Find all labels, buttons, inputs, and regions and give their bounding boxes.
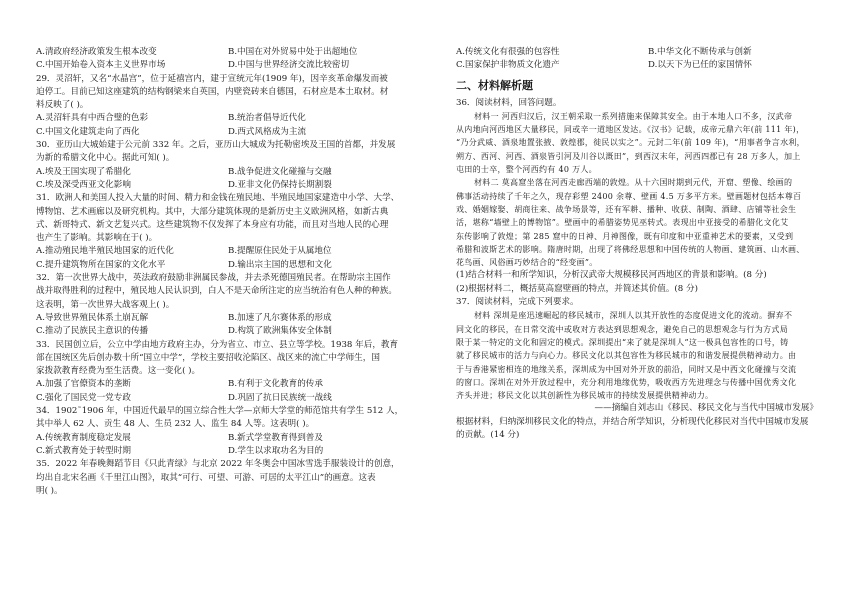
- left-column: [36, 46, 418, 498]
- question-37: [456, 296, 838, 442]
- option-row: [36, 325, 418, 338]
- q30-option-c[interactable]: C.埃及深受西亚文化影响: [36, 179, 131, 190]
- q30-option-d[interactable]: D.亚非文化仍保持长期割裂: [228, 179, 332, 190]
- question-text-line: 其中举人 62 人、贡生 48 人、生员 232 人、监生 84 人等。这表明( )。: [36, 419, 315, 430]
- option-row: [36, 166, 418, 179]
- material-line: 于与香港紧密相连的地缘关系，深圳成为中国对外开放的前沿，同时又是中西文化碰撞与交流: [456, 364, 797, 374]
- option-row: [36, 245, 418, 258]
- option-row: [36, 59, 418, 72]
- q31-option-d[interactable]: D.输出宗主国的思想和文化: [228, 259, 332, 270]
- question-36: [456, 97, 838, 296]
- material-line: 东传影响了敦煌；第 285 窟中的日神、月神图像，既有印度和中亚重神艺术的要素，又受到: [456, 231, 794, 241]
- material-line: 从内地向河西地区大量移民，同或辛一道地区发达。《汉书》记载，成帝元鼎六年(前 111 年)，: [456, 125, 805, 135]
- question-requirement: 根据材料，归纳深圳移民文化的特点，并结合所学知识，分析现代化移民对当代中国城市发展: [456, 416, 809, 427]
- question-text-line: 33．民国创立后，公立中学由地方政府主办，分为省立、市立、县立等学校。1938 年后，教育: [36, 339, 399, 350]
- q33-option-c[interactable]: C.强化了国民党一党专政: [36, 392, 131, 403]
- sub-question: (2)根据材料二，概括莫高窟壁画的特点，并简述其价值。(8 分): [456, 283, 698, 294]
- question-text-line: 部在国统区先后创办数十所“国立中学”，学校主要招收沦陷区、战区来的流亡中学师生，国: [36, 352, 380, 363]
- question-text-line: 料反映了( )。: [36, 100, 89, 111]
- option-row: [36, 126, 418, 139]
- q29-option-c[interactable]: C.中国文化建筑走向了西化: [36, 126, 140, 137]
- question-text-line: 32．第一次世界大战中，英法政府鼓励非洲属民参战，并去杀死德国殖民者。在帮助宗主国作: [36, 273, 391, 284]
- material-line: 戏、婚姻嫁娶、胡商往来、战争场景等，还有军耕、播种、收获、制陶、酒肆、店铺等社会生: [456, 204, 797, 214]
- q33-option-a[interactable]: A.加强了官僚资本的垄断: [36, 379, 131, 390]
- material-line: 材料一 河西归汉后，汉王朝采取一系列措施来保障其安全。由于本地人口不多，汉武帝: [474, 111, 793, 121]
- material-line: 齐头并进；移民文化以其创新性为移民城市的持续发展提供精神动力。: [456, 391, 714, 401]
- question-text-line: 明( )。: [36, 485, 63, 496]
- q35-option-b[interactable]: B.中华文化不断传承与创新: [648, 47, 752, 57]
- q35-option-d[interactable]: D.以天下为已任的家国情怀: [648, 60, 752, 71]
- question-text-line: 也产生了影响。其影响在于( )。: [36, 233, 158, 244]
- question-text-line: 35．2022 年春晚舞蹈节目《只此青绿》与北京 2022 年冬奥会中国冰雪选手服装设计的创意，: [36, 459, 400, 470]
- option-row: [456, 46, 838, 59]
- q33-option-b[interactable]: B.有利于文化教育的传承: [228, 379, 323, 390]
- q29-option-d[interactable]: D.西式风格成为主流: [228, 126, 307, 137]
- option-row: [36, 112, 418, 125]
- right-column: [456, 46, 838, 442]
- question-34: [36, 405, 418, 458]
- q35-options: [456, 46, 838, 73]
- material-line: 花鸟画、风俗画巧妙结合的“经变画”。: [456, 258, 598, 268]
- material-line: “乃分武威、酒泉地置张掖、敦煌郡，徙民以实之”。元封二年(前 109 年)，“用事者争言水利，: [456, 138, 805, 148]
- option-row: [36, 312, 418, 325]
- question-text-line: 31．欧洲人和美国人投入大量的时间、精力和金钱在殖民地、半殖民地国家建造中小学、大学、: [36, 193, 400, 204]
- question-text-line: 29．灵沼轩，又名“水晶宫”，位于延禧宫内，建于宣统元年(1909 年)，因辛亥革命爆发而被: [36, 73, 388, 84]
- question-text-line: 这表明，第一次世界大战客观上( )。: [36, 299, 175, 310]
- material-line: 的窗口。深圳在对外开放过程中，充分利用地缘优势，吸收西方先进理念与传播中国优秀文化: [456, 377, 797, 387]
- question-text-line: 式、新哥特式、新文艺复兴式。这些建筑物不仅发挥了本身应有功能，而且对当地人民的心理: [36, 219, 389, 230]
- q28-option-b[interactable]: B.中国在对外贸易中处于出超地位: [228, 47, 358, 57]
- material-line: 朔方、西河、河西、酒泉皆引河及川谷以溉田”，到西汉末年，河西四郡已有 28 万多人，加上: [456, 151, 801, 161]
- question-requirement: 的贡献。(14 分): [456, 430, 520, 441]
- q34-option-c[interactable]: C.新式教育处于转型时期: [36, 445, 131, 456]
- question-text-line: 家拨款教育经费为至生活费。这一变化( )。: [36, 366, 201, 377]
- q32-option-a[interactable]: A.导致世界殖民体系土崩瓦解: [36, 312, 149, 323]
- q29-option-b[interactable]: B.统治者倡导近代化: [228, 113, 306, 124]
- option-row: [36, 445, 418, 458]
- q28-option-a[interactable]: A.清政府经济政策发生根本改变: [36, 47, 157, 57]
- q34-option-b[interactable]: B.新式学堂教育得到普及: [228, 432, 323, 443]
- question-text-line: 博物馆、艺术画廊以及研究机构。其中，大部分建筑体现的是新历史主义欧洲风格，如新古典: [36, 206, 389, 217]
- q35-option-a[interactable]: A.传统文化有很强的包容性: [456, 47, 560, 57]
- option-row: [36, 46, 418, 59]
- question-33: [36, 339, 418, 405]
- q28-option-c[interactable]: C.中国开始卷入资本主义世界市场: [36, 60, 166, 71]
- question-32: [36, 272, 418, 338]
- question-text-line: 30．亚历山大城始建于公元前 332 年。之后，亚历山大城成为托勒密埃及王国的首都，并发展: [36, 140, 396, 151]
- question-31: [36, 192, 418, 272]
- material-line: 同文化的移民，在日常交流中或收对方表达到思想观念，避免自己的思想观念与行为方式局: [456, 324, 788, 334]
- question-intro: 36．阅读材料，回答问题。: [456, 97, 562, 108]
- q31-option-a[interactable]: A.推动殖民地半殖民地国家的近代化: [36, 246, 174, 257]
- q34-option-a[interactable]: A.传统教育制度稳定发展: [36, 432, 131, 443]
- q34-option-d[interactable]: D.学生以求取功名为目的: [228, 445, 324, 456]
- q30-option-a[interactable]: A.埃及王国实现了希腊化: [36, 166, 131, 177]
- question-text-line: 均出自北宋名画《千里江山图》，取其“可行、可望、可游、可居的太平江山”的画意。这表: [36, 472, 376, 483]
- option-row: [36, 378, 418, 391]
- question-text-line: 迫停工。目前已知这座建筑的结构钢梁来自英国，内壁瓷砖来自德国，石材应是本土取材。材: [36, 86, 389, 97]
- material-line: 材料 深圳是座迅速崛起的移民城市，深圳人以其开放性的态度促进文化的流动。摒弃不: [474, 311, 793, 321]
- question-text-line: 34．1902˜1906 年，中国近代最早的国立综合性大学—京师大学堂的师范馆共有学生 512 人，: [36, 406, 404, 417]
- option-row: [36, 392, 418, 405]
- material-line: 限于某一特定的文化和固定的模式。深圳提出“来了就是深圳人”这一极具包容性的口号，铸: [456, 337, 789, 347]
- q29-option-a[interactable]: A.灵沼轩具有中西合璧的色彩: [36, 113, 149, 124]
- material-line: 佛事活动持续了千年之久，现存彩塑 2400 余尊、壁画 4.5 万多平方米。壁画题材包括本尊百: [456, 191, 802, 201]
- sub-question: (1)结合材料一和所学知识，分析汉武帝大规模移民河西地区的背景和影响。(8 分): [456, 270, 767, 281]
- q33-option-d[interactable]: D.巩固了抗日民族统一战线: [228, 392, 332, 403]
- material-source: ——摘编自刘志山《移民、移民文化与当代中国城市发展》: [594, 403, 818, 414]
- question-text-line: 战并取得胜利的过程中，殖民地人民认识到，白人不是天命所注定的应当统治有色人种的种族。: [36, 286, 397, 297]
- material-line: 屯田的士卒，整个河西约有 40 万人。: [456, 165, 597, 175]
- option-row: [36, 259, 418, 272]
- option-row: [36, 432, 418, 445]
- option-row: [36, 179, 418, 192]
- question-text-line: 为新的希腊文化中心。据此可知( )。: [36, 153, 175, 164]
- question-30: [36, 139, 418, 192]
- question-29: [36, 73, 418, 139]
- q32-option-c[interactable]: C.推动了民族民主意识的传播: [36, 326, 149, 337]
- question-35: [36, 458, 418, 498]
- material-line: 就了移民城市的活力与向心力。移民文化以其包容性为移民城市的和谐发展提供精神动力。由: [456, 351, 797, 361]
- question-intro: 37．阅读材料，完成下列要求。: [456, 297, 579, 308]
- q31-option-b[interactable]: B.提醒原住民处于从属地位: [228, 246, 332, 257]
- option-row: [456, 59, 838, 72]
- section-title: 二、材料解析题: [456, 78, 533, 92]
- q28-option-d[interactable]: D.中国与世界经济交流比较密切: [228, 60, 350, 71]
- q30-option-b[interactable]: B.战争促进文化碰撞与交融: [228, 166, 332, 177]
- material-line: 活，堪称“墙壁上的博物馆”。壁画中的希腊姿势见巫转式。表现出中亚接受的希腊化文化艾: [456, 218, 789, 228]
- q32-option-b[interactable]: B.加速了凡尔赛体系的形成: [228, 312, 332, 323]
- q35-option-c[interactable]: C.国家保护非物质文化遗产: [456, 60, 560, 71]
- q31-option-c[interactable]: C.提升建筑物所在国家的文化水平: [36, 259, 166, 270]
- q28-options: [36, 46, 418, 73]
- material-line: 希腊和波斯艺术的影响。隋唐时期，出现了将佛经思想和中国传统的人物画、建筑画、山水画、: [456, 244, 805, 254]
- material-line: 材料二 莫高窟坐落在河西走廊西端的敦煌。从十六国时期到元代，开窟、塑像、绘画的: [474, 178, 793, 188]
- q32-option-d[interactable]: D.构筑了欧洲集体安全体制: [228, 326, 332, 337]
